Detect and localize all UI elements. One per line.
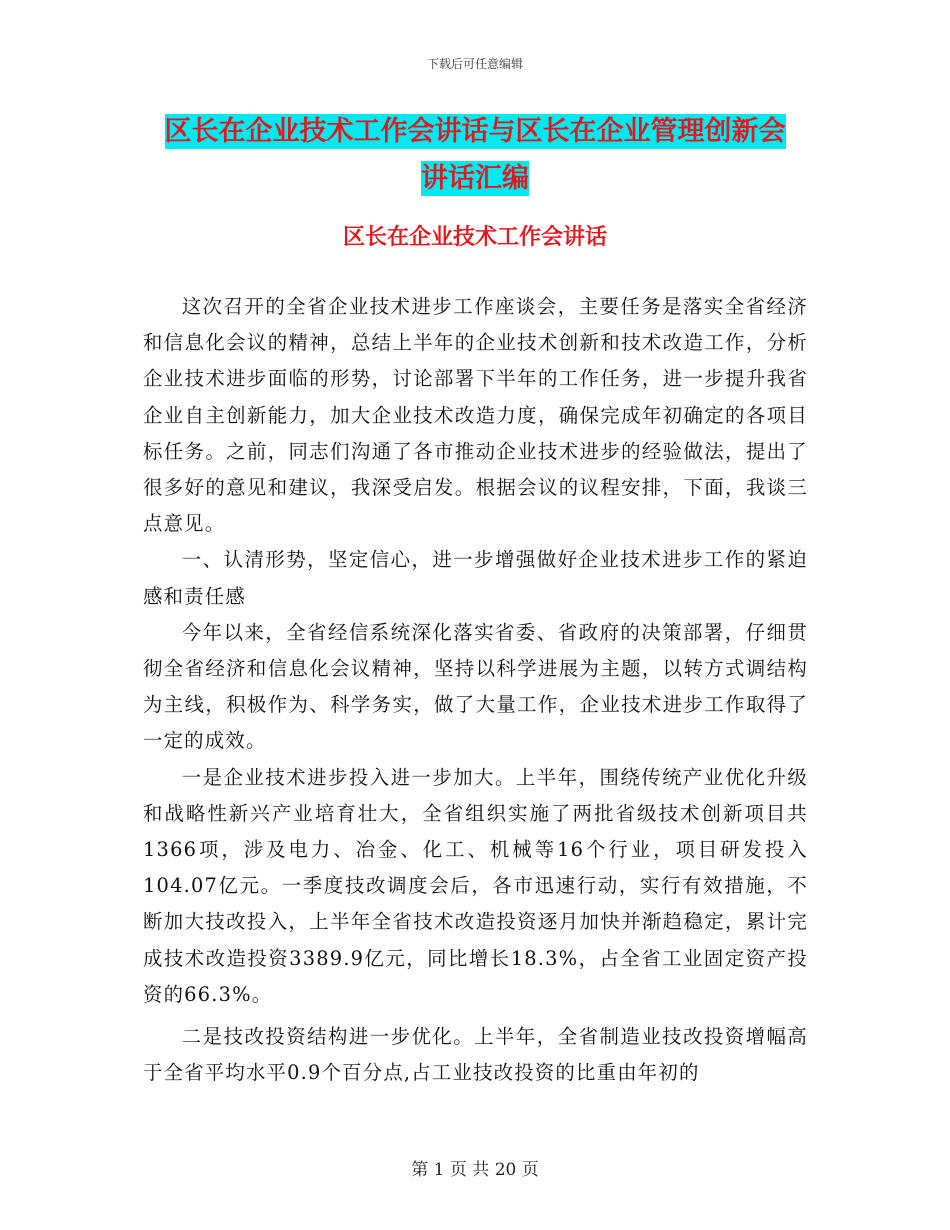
document-title	[140, 108, 810, 202]
page-footer	[0, 1155, 950, 1180]
paragraph-point-2: 二是技改投资结构进一步优化。上半年，全省制造业技改投资增幅高于全省平均水平0.9个百分点,占工业技改投资的比重由年初的	[143, 1025, 808, 1085]
paragraph-heading-1: 一、认清形势，坚定信心，进一步增强做好企业技术进步工作的紧迫感和责任感	[143, 548, 808, 608]
paragraph-situation: 今年以来，全省经信系统深化落实省委、省政府的决策部署，仔细贯彻全省经济和信息化会议精神，坚持以科学进展为主题，以转方式调结构为主线，积极作为、科学务实，做了大量工作，企业技术进步工作取得了一定的成效。	[143, 620, 808, 753]
body-text	[143, 289, 808, 1091]
paragraph-intro: 这次召开的全省企业技术进步工作座谈会，主要任务是落实全省经济和信息化会议的精神，总结上半年的企业技术创新和技术改造工作，分析企业技术进步面临的形势，讨论部署下半年的工作任务，进一步提升我省企业自主创新能力，加大企业技术改造力度，确保完成年初确定的各项目标任务。之前，同志们沟通了各市推动企业技术进步的经验做法，提出了很多好的意见和建议，我深受启发。根据会议的议程安排，下面，我谈三点意见。	[143, 295, 808, 536]
paragraph-point-1: 一是企业技术进步投入进一步加大。上半年，围绕传统产业优化升级和战略性新兴产业培育壮大，全省组织实施了两批省级技术创新项目共1366项，涉及电力、冶金、化工、机械等16个行业，项目研发投入104.07亿元。一季度技改调度会后，各市迅速行动，实行有效措施，不断加大技改投入，上半年全省技术改造投资逐月加快并渐趋稳定，累计完成技术改造投资3389.9亿元，同比增长18.3%，占全省工业固定资产投资的66.3%。	[143, 765, 808, 1006]
footer-suffix: 页	[521, 1160, 539, 1180]
current-page-number: 1	[433, 1160, 445, 1180]
section-title: 区长在企业技术工作会讲话	[342, 225, 607, 250]
footer-prefix: 第	[411, 1160, 429, 1180]
footer-middle: 页 共	[449, 1160, 490, 1180]
document-title-line-1: 区长在企业技术工作会讲话与区长在企业管理创新会	[164, 116, 786, 147]
document-title-line-2: 讲话汇编	[421, 163, 529, 194]
header-note: 下载后可任意编辑	[426, 57, 523, 71]
total-page-count: 20	[494, 1160, 517, 1180]
